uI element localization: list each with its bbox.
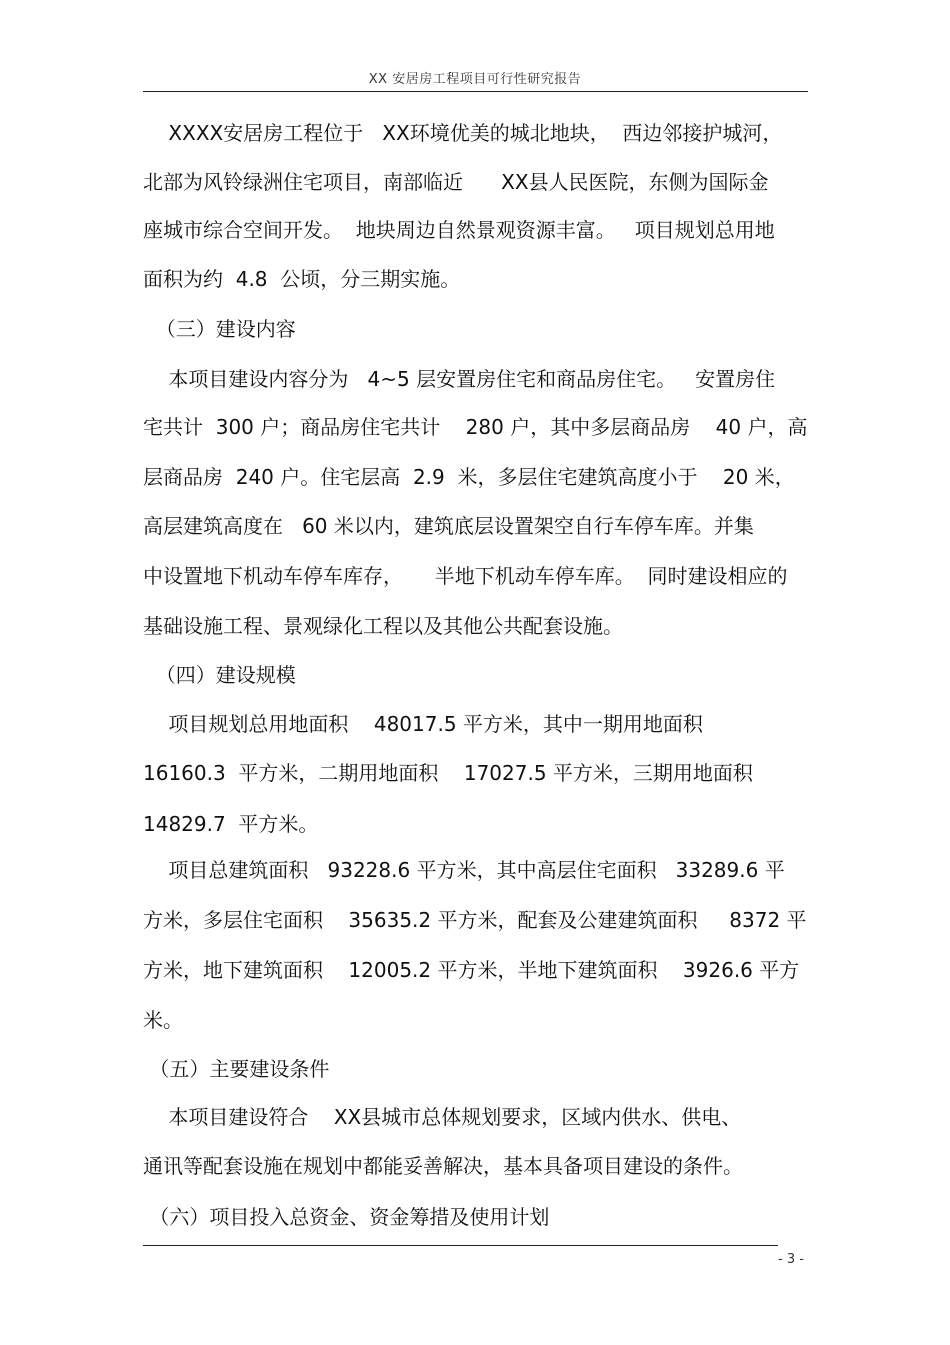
text-line: 项目规划总用地面积 48017.5 平方米，其中一期用地面积 <box>143 712 703 736</box>
text-line: 本项目建设内容分为 4~5 层安置房住宅和商品房住宅。 安置房住 <box>143 367 776 391</box>
text-line: 座城市综合空间开发。 地块周边自然景观资源丰富。 项目规划总用地 <box>143 218 775 242</box>
text-line: 基础设施工程、景观绿化工程以及其他公共配套设施。 <box>143 614 623 638</box>
section-heading: （三）建设内容 <box>143 317 296 341</box>
section-heading: （六）项目投入总资金、资金筹措及使用计划 <box>143 1205 550 1229</box>
running-header-title: XX 安居房工程项目可行性研究报告 <box>368 72 582 87</box>
text-line: 米。 <box>143 1008 183 1032</box>
text-line: XXXX安居房工程位于 XX环境优美的城北地块， 西边邻接护城河， <box>143 121 783 145</box>
text-line: 面积为约 4.8 公顷，分三期实施。 <box>143 267 461 291</box>
text-line: 14829.7 平方米。 <box>143 812 319 836</box>
footer-divider <box>143 1245 778 1246</box>
text-line: 中设置地下机动车停车库存， 半地下机动车停车库。 同时建设相应的 <box>143 564 788 588</box>
section-heading: （五）主要建设条件 <box>143 1057 330 1081</box>
text-line: 通讯等配套设施在规划中都能妥善解决，基本具备项目建设的条件。 <box>143 1154 743 1178</box>
text-line: 方米，多层住宅面积 35635.2 平方米，配套及公建建筑面积 8372 平 <box>143 908 807 932</box>
text-line: 层商品房 240 户。住宅层高 2.9 米，多层住宅建筑高度小于 20 米， <box>143 465 795 489</box>
text-line: 16160.3 平方米，二期用地面积 17027.5 平方米，三期用地面积 <box>143 761 753 785</box>
text-line: 方米，地下建筑面积 12005.2 平方米，半地下建筑面积 3926.6 平方 <box>143 958 800 982</box>
text-line: 宅共计 300 户；商品房住宅共计 280 户，其中多层商品房 40 户，高 <box>143 415 808 439</box>
header-divider <box>143 91 808 92</box>
text-line: 项目总建筑面积 93228.6 平方米，其中高层住宅面积 33289.6 平 <box>143 858 785 882</box>
page-number: - 3 - <box>778 1252 804 1267</box>
section-heading: （四）建设规模 <box>143 663 296 687</box>
text-line: 高层建筑高度在 60 米以内，建筑底层设置架空自行车停车库。并集 <box>143 514 754 538</box>
text-line: 本项目建设符合 XX县城市总体规划要求，区域内供水、供电、 <box>143 1105 742 1129</box>
text-line: 北部为风铃绿洲住宅项目，南部临近 XX县人民医院，东侧为国际金 <box>143 170 769 194</box>
